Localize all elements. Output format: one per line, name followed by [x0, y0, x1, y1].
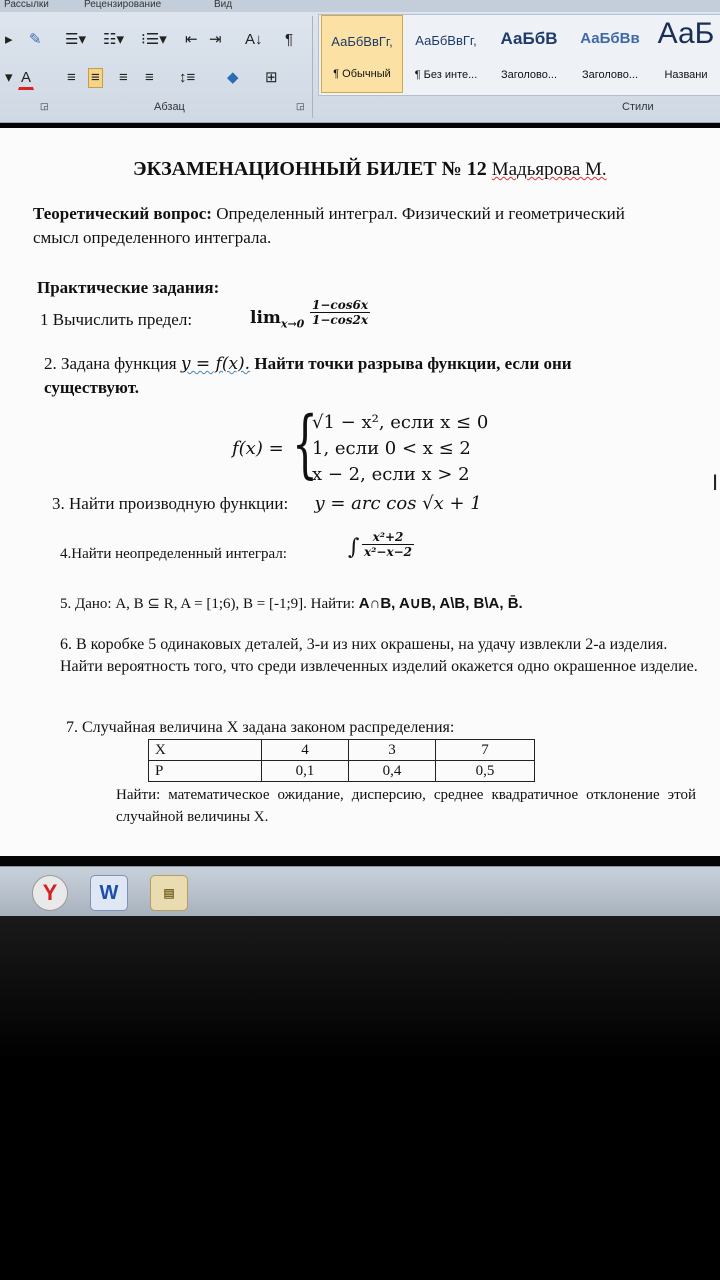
taskbar: [0, 866, 720, 917]
styles-gallery: [318, 14, 720, 96]
limit-fraction: $\frac{1-\cos 6x}{1-\cos 2x}$: [312, 298, 368, 327]
paragraph-tools: [0, 18, 310, 98]
show-marks-button[interactable]: ¶: [285, 31, 294, 48]
task-1: 1 Вычислить предел: $\lim_{x\to 0}$ $\frac{1-\cos 6x}{1-\cos 2x}$: [40, 298, 440, 342]
task-5: 5. Дано: A, B ⊆ R, A = [1;6), B = [-1;9]. Найти: A∩B, A∪B, A\B, B\A, B̄.: [60, 595, 523, 612]
task-7-question: Найти: математическое ожидание, дисперсию, среднее квадратичное отклонение этой случайной величины X.: [116, 787, 696, 825]
sort-button[interactable]: A↓: [245, 31, 263, 48]
theory-label: Теоретический вопрос:: [33, 204, 212, 223]
task-7: 7. Случайная величина X задана законом распределения:: [66, 719, 455, 736]
piecewise-function: f(x) = { √1 − x², если x ≤ 0 1, если 0 < x ≤ 2 x − 2, если x > 2: [232, 401, 489, 487]
task-4: 4.Найти неопределенный интеграл: ∫ $\frac{\text{x²+2}}{\text{x²−x−2}}$: [60, 530, 413, 562]
theory-question: [33, 202, 633, 250]
monitor-bezel: [0, 916, 720, 1280]
style-heading-1[interactable]: АаБбВ Заголово...: [500, 29, 558, 81]
tab-view[interactable]: Вид: [214, 0, 233, 10]
indent-arrow-icon[interactable]: ▸: [5, 31, 13, 48]
text-cursor-icon: I: [712, 470, 719, 495]
ribbon: [0, 0, 720, 123]
shading-button[interactable]: ◆: [227, 69, 239, 86]
practice-heading: Практические задания:: [37, 278, 220, 297]
word-app-icon[interactable]: W: [90, 875, 128, 911]
tab-review[interactable]: Рецензирование: [84, 0, 162, 10]
ribbon-tabs: [0, 0, 720, 12]
numbering-button[interactable]: ☷▾: [103, 31, 124, 48]
font-color-button[interactable]: A: [18, 68, 34, 90]
table-row: P 0,1 0,4 0,5: [149, 761, 535, 782]
line-spacing-button[interactable]: ↕≡: [179, 69, 196, 86]
distribution-table: [148, 739, 535, 782]
dialog-launcher-icon-font[interactable]: ◲: [40, 101, 49, 111]
dialog-launcher-icon[interactable]: ◲: [296, 101, 305, 111]
integral-symbol: ∫: [348, 535, 360, 560]
styles-group-label: Стили: [622, 101, 654, 113]
paragraph-group-label: Абзац: [154, 101, 185, 113]
align-left-button[interactable]: ≡: [67, 69, 76, 86]
style-title[interactable]: АаБ Названи: [657, 17, 715, 81]
style-normal[interactable]: АаБбВвГг, ¶ Обычный: [321, 15, 403, 93]
align-right-button[interactable]: ≡: [119, 69, 128, 86]
limit-symbol: $\lim_{x\to 0}$: [250, 308, 305, 331]
bullets-button[interactable]: ☰▾: [65, 31, 86, 48]
derivative-formula: y = arc cos √x + 1: [314, 493, 482, 514]
page-title: ЭКЗАМЕНАЦИОННЫЙ БИЛЕТ № 12 Мадьярова М.: [133, 158, 607, 180]
document-page[interactable]: [0, 128, 720, 856]
chevron-down-icon[interactable]: ▾: [5, 69, 13, 86]
task-2: 2. Задана функция y = f(x). Найти точки разрыва функции, если они существуют.: [44, 354, 572, 397]
yandex-browser-icon[interactable]: Y: [32, 875, 68, 911]
decrease-indent-button[interactable]: ⇤: [185, 31, 198, 48]
style-no-spacing[interactable]: АаБбВвГг, ¶ Без инте...: [414, 33, 478, 81]
justify-button[interactable]: ≡: [145, 69, 154, 86]
author-name: Мадьярова М.: [491, 159, 607, 180]
multilevel-list-button[interactable]: ⁝☰▾: [141, 31, 167, 48]
style-heading-2[interactable]: АаБбВв Заголово...: [580, 30, 640, 81]
task-3: 3. Найти производную функции: y = arc cos √x + 1: [52, 493, 482, 514]
table-row: X 4 3 7: [149, 740, 535, 761]
tab-mailings[interactable]: Рассылки: [4, 0, 49, 10]
align-center-button[interactable]: ≡: [88, 68, 103, 88]
theory-text: Определенный интеграл. Физический и геометрический смысл определенного интеграла.: [33, 204, 625, 247]
group-divider: [312, 16, 313, 118]
increase-indent-button[interactable]: ⇥: [209, 31, 222, 48]
task-6: 6. В коробке 5 одинаковых деталей, 3-и из них окрашены, на удачу извлекли 2-а изделия. Найти вероятность того, что среди извлеченных изделий окажется одно окрашенное изделие.: [60, 636, 698, 675]
format-painter-icon[interactable]: ✎: [29, 31, 42, 48]
integral-fraction: $\frac{\text{x²+2}}{\text{x²−x−2}}$: [364, 530, 413, 559]
borders-button[interactable]: ⊞: [265, 69, 278, 86]
explorer-icon[interactable]: ▤: [150, 875, 188, 911]
